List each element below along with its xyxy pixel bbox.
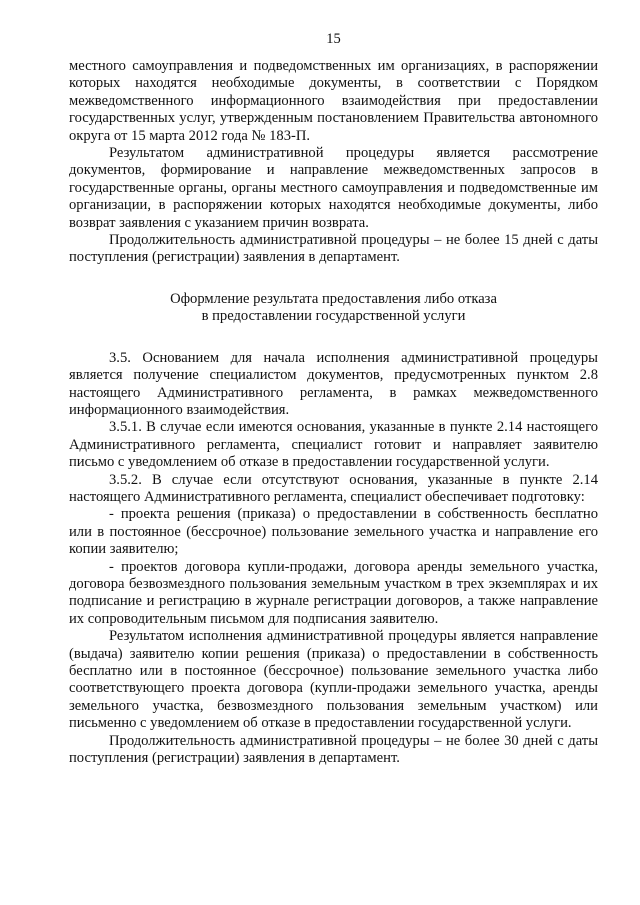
paragraph-3-5-2: 3.5.2. В случае если отсутствуют основания, указанные в пункте 2.14 настоящего Административного регламента, специалист обеспечивает подготовку: xyxy=(69,471,598,505)
spacer xyxy=(69,267,598,291)
page-number: 15 xyxy=(326,31,341,47)
paragraph-3-5-1: 3.5.1. В случае если имеются основания, указанные в пункте 2.14 настоящего Административного регламента, специалист готовит и направляет заявителю письмо с уведомлением об отказе в предоставлении государственной услуги. xyxy=(69,419,598,471)
paragraph-top-2: Продолжительность административной процедуры – не более 15 дней с даты поступления (регистрации) заявления в департамент. xyxy=(69,232,598,266)
spacer xyxy=(69,326,598,350)
paragraph-result: Результатом исполнения административной процедуры является направление (выдача) заявителю копии решения (приказа) о предоставлении в собственность бесплатно или в постоянное (бессрочное) пользование земельного участка либо соответствующего проекта договора (купли-продажи земельного участка, аренды земельного участка, безвозмездного пользования земельным участком) или письменно с уведомлением об отказе в предоставлении государственной услуги. xyxy=(69,628,598,732)
list-item-decision-draft: - проекта решения (приказа) о предоставлении в собственность бесплатно или в постоянное (бессрочное) пользование земельного участка и направление его копии заявителю; xyxy=(69,506,598,558)
paragraph-3-5: 3.5. Основанием для начала исполнения административной процедуры является получение специалистом документов, предусмотренных пунктом 2.8 настоящего Административного регламента, в рамках межведомственного информационного взаимодействия. xyxy=(69,349,598,418)
section-heading xyxy=(69,291,598,326)
list-item-contract-drafts: - проектов договора купли-продажи, договора аренды земельного участка, договора безвозмездного пользования земельным участком в трех экземплярах и их подписание и регистрацию в журнале регистрации договоров, а также направление их сопроводительным письмом для подписания заявителю. xyxy=(69,558,598,627)
paragraph-duration: Продолжительность административной процедуры – не более 30 дней с даты поступления (регистрации) заявления в департамент. xyxy=(69,732,598,767)
document-body xyxy=(69,58,598,767)
section-heading-line-1: Оформление результата предоставления либо отказа xyxy=(170,290,497,307)
section-heading-line-2: в предоставлении государственной услуги xyxy=(201,308,466,325)
paragraph-top-1: Результатом административной процедуры является рассмотрение документов, формирование и направление межведомственных запросов в государственные органы, органы местного самоуправления и подведомственные им организации, в распоряжении которых находятся необходимые документы, либо возврат заявления с указанием причин возврата. xyxy=(69,145,598,231)
paragraph-top-0: местного самоуправления и подведомственных им организациях, в распоряжении которых находятся необходимые документы, в соответствии с Порядком межведомственного информационного взаимодействия при предоставлении государственных услуг, утвержденным постановлением Правительства автономного округа от 15 марта 2012 года № 183-П. xyxy=(69,58,598,144)
